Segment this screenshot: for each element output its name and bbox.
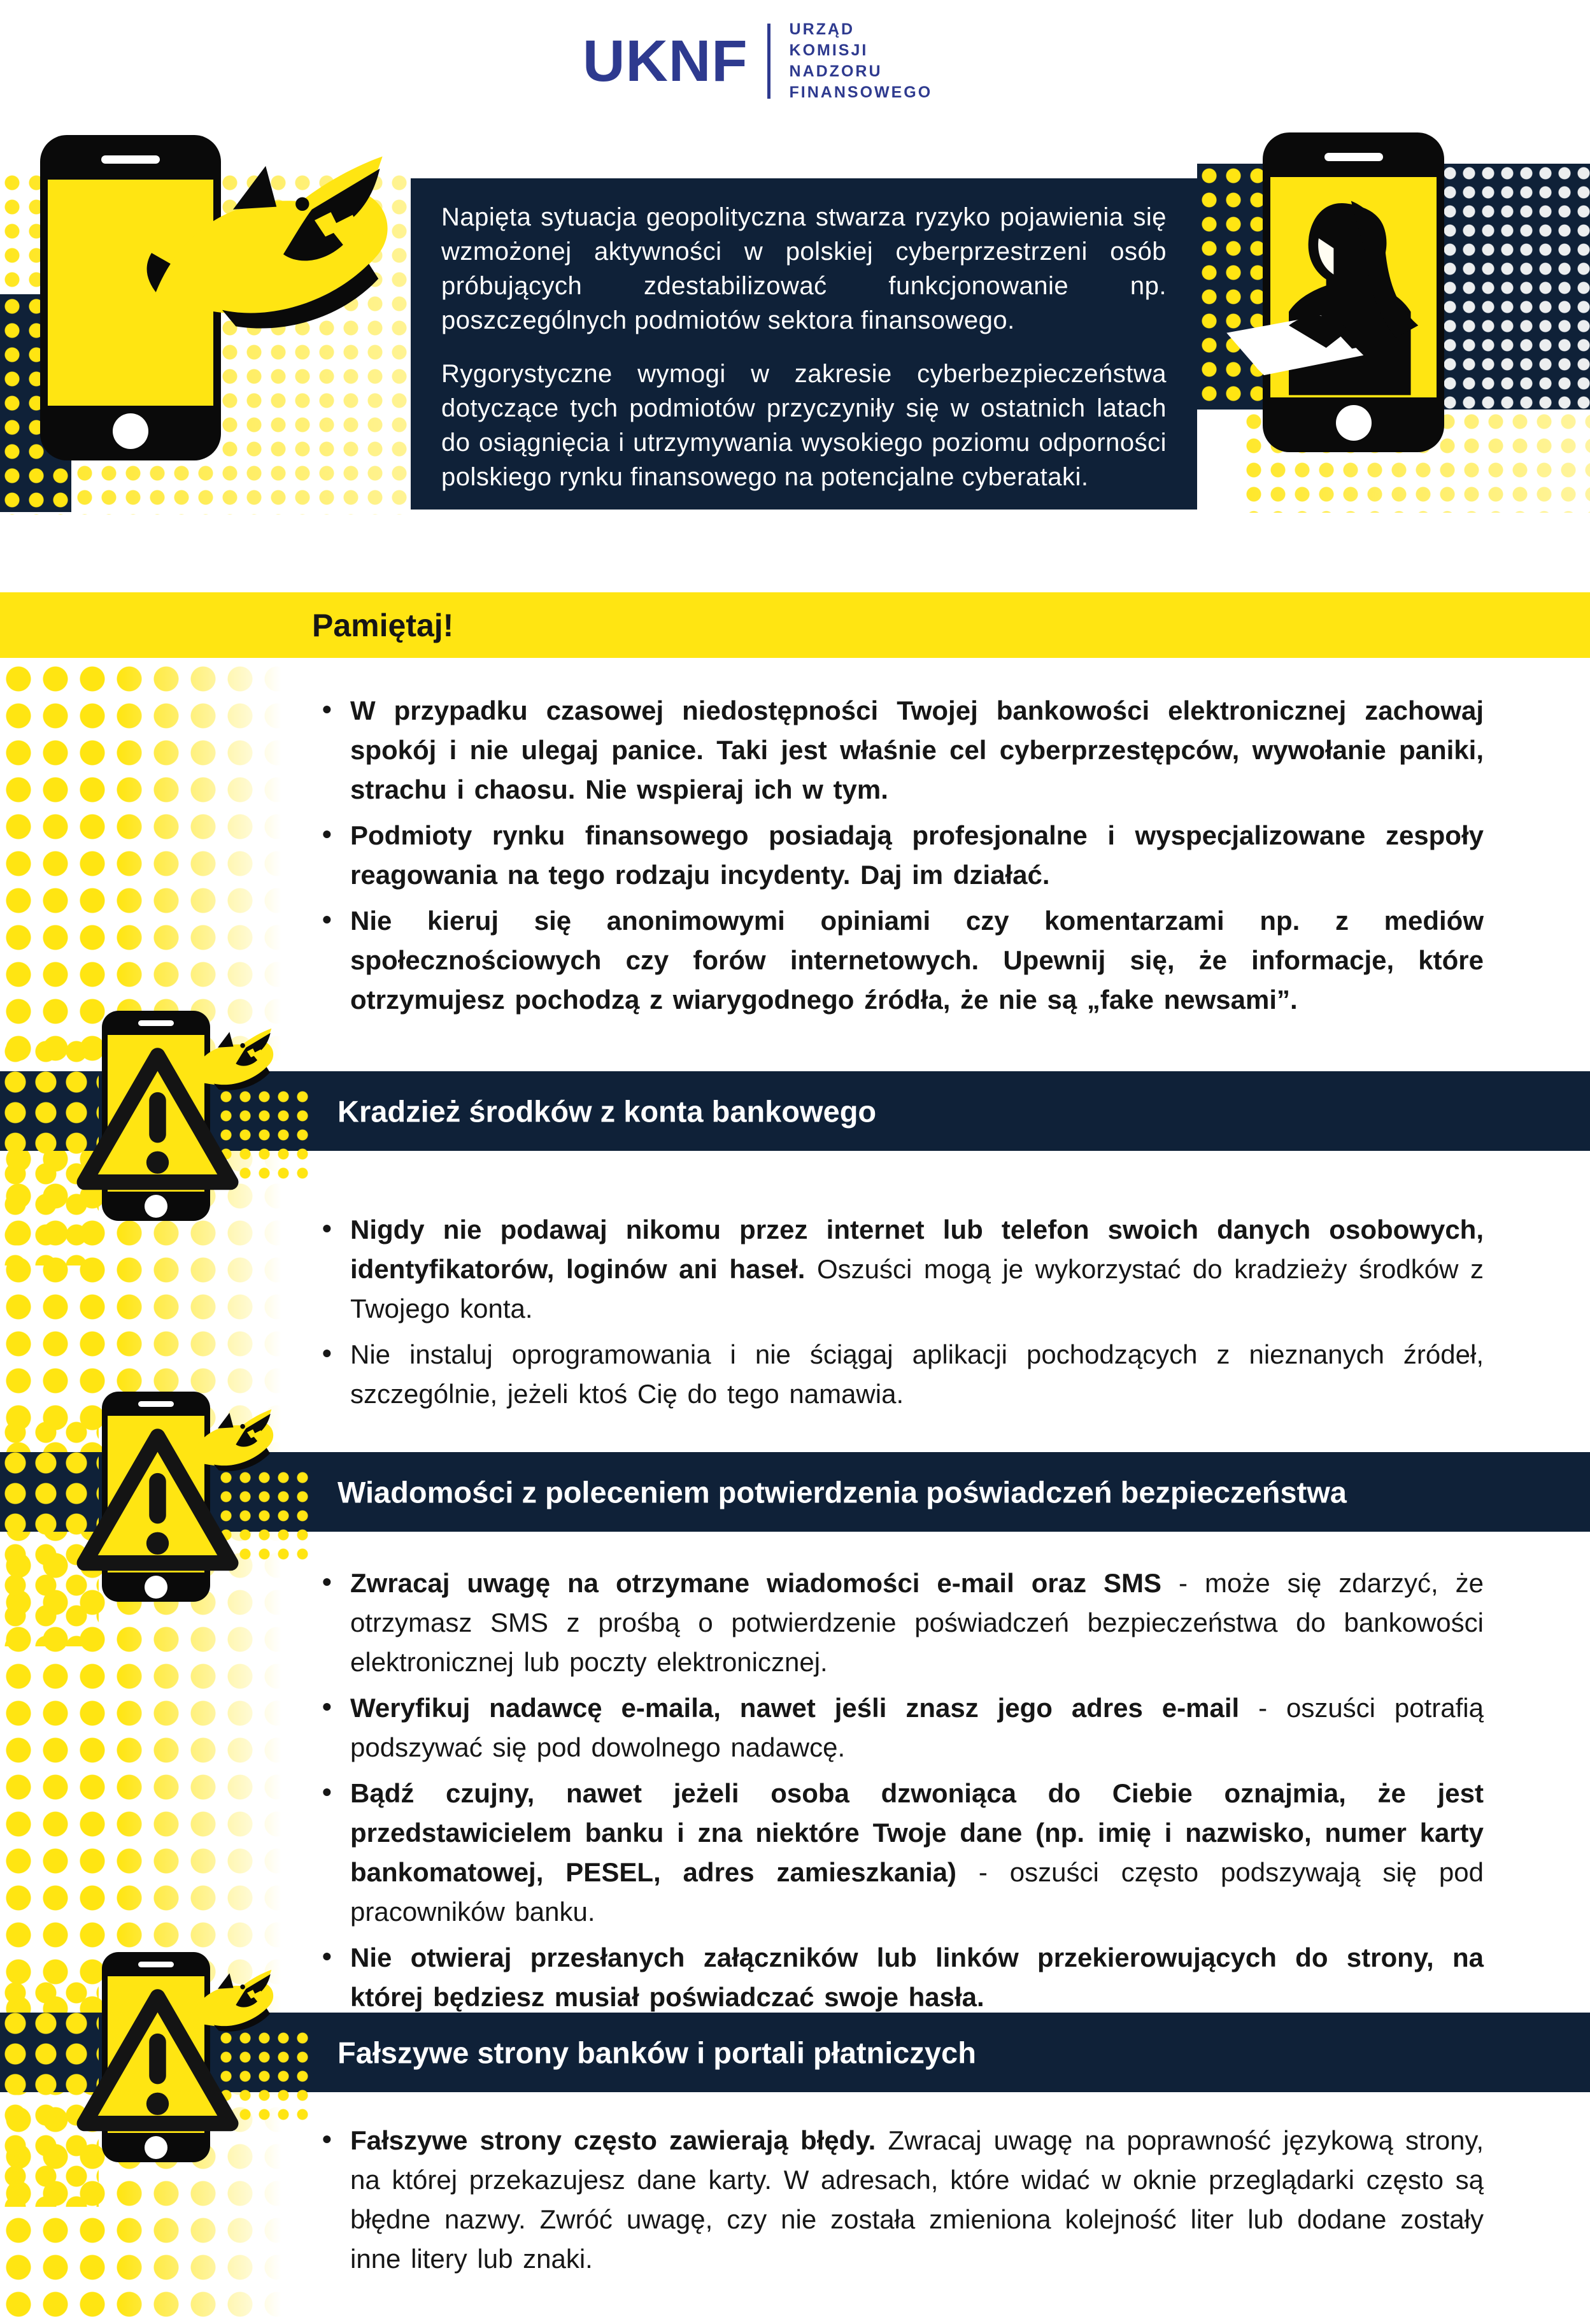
warning-graphic xyxy=(0,1392,312,1672)
section-title: Wiadomości z poleceniem potwierdzenia poświadczeń bezpieczeństwa xyxy=(337,1475,1347,1509)
warning-graphic xyxy=(0,1011,312,1291)
woman-laptop-icon xyxy=(1207,185,1480,436)
intro-paragraph-2: Rygorystyczne wymogi w zakresie cyberbezpieczeństwa dotyczące tych podmiotów przyczyniły się w ostatnich latach do osiągnięcia i utrzymywania wysokiego poziomu odporności polskiego rynku finansowego na potencjalne cyberataki. xyxy=(441,360,1167,491)
list-item: • Zwracaj uwagę na otrzymane wiadomości e-mail oraz SMS - może się zdarzyć, że otrzymasz SMS z prośbą o potwierdzenie poświadczeń bezpieczeństwa do bankowości elektronicznej lub poczty elektronicznej. xyxy=(318,1564,1484,1682)
list-item: • Nie otwieraj przesłanych załączników lub linków przekierowujących do strony, na której będziesz musiał poświadczać swoje hasła. xyxy=(318,1938,1484,2017)
list-item: • Bądź czujny, nawet jeżeli osoba dzwoniąca do Ciebie oznajmia, że jest przedstawicielem banku i zna niektóre Twoje dane (np. imię i nazwisko, numer karty bankomatowej, PESEL, adres zamieszkania) - oszuści często podszywają się pod pracowników banku. xyxy=(318,1774,1484,1932)
section-title: Fałszywe strony banków i portali płatniczych xyxy=(337,2035,976,2069)
phone-speaker xyxy=(138,1020,174,1026)
list-item: • Podmioty rynku finansowego posiadają profesjonalne i wyspecjalizowane zespoły reagowania na tego rodzaju incydenty. Daj im działać. xyxy=(318,816,1484,895)
intro-paragraph-1: Napięta sytuacja geopolityczna stwarza ryzyko pojawienia się wzmożonej aktywności w polskiej cyberprzestrzeni osób próbujących zdestabilizować funkcjonowanie np. poszczególnych podmiotów sektora finansowego. xyxy=(441,203,1167,334)
section-band-pamietaj xyxy=(0,592,1590,658)
warning-triangle-icon xyxy=(73,1425,242,1578)
falszywe-strony-list xyxy=(318,2121,1484,2285)
intro-panel xyxy=(411,178,1197,510)
phone-home-button xyxy=(145,1195,167,1218)
warning-graphic xyxy=(0,1952,312,2232)
warning-triangle-icon xyxy=(73,1044,242,1197)
shark-icon xyxy=(96,150,452,353)
pamietaj-list xyxy=(318,691,1484,1026)
list-item: • W przypadku czasowej niedostępności Twojej bankowości elektronicznej zachowaj spokój i nie ulegaj panice. Taki jest właśnie cel cyberprzestępców, wywołanie paniki, strachu i chaosu. Nie wspieraj ich w tym. xyxy=(318,691,1484,809)
logo-org-line: KOMISJI xyxy=(789,41,869,59)
warning-triangle-icon xyxy=(73,1985,242,2138)
list-item: • Fałszywe strony często zawierają błędy. Zwracaj uwagę na poprawność językową strony, na której przekazujesz dane karty. W adresach, które widać w oknie przeglądarki często są błędne nazwy. Zwróć uwagę, czy nie została zmieniona kolejność liter lub dodane zostały inne litery lub znaki. xyxy=(318,2121,1484,2279)
uknf-wordmark: UKNF xyxy=(583,29,748,94)
list-item: • Weryfikuj nadawcę e-maila, nawet jeśli znasz jego adres e-mail - oszuści potrafią podszywać się pod dowolnego nadawcę. xyxy=(318,1688,1484,1767)
list-item: • Nie kieruj się anonimowymi opiniami czy komentarzami np. z mediów społecznościowych czy forów internetowych. Upewnij się, że informacje, które otrzymujesz pochodzą z wiarygodnego źródła, że nie są „fake newsami”. xyxy=(318,901,1484,1020)
list-item: • Nigdy nie podawaj nikomu przez internet lub telefon swoich danych osobowych, identyfikatorów, loginów ani haseł. Oszuści mogą je wykorzystać do kradzieży środków z Twojego konta. xyxy=(318,1210,1484,1329)
phone-home-button xyxy=(145,2136,167,2159)
phone-speaker xyxy=(138,1401,174,1407)
phone-home-button xyxy=(145,1576,167,1599)
uknf-logo xyxy=(583,19,932,103)
logo-separator xyxy=(767,24,770,99)
section-title: Kradzież środków z konta bankowego xyxy=(337,1094,877,1128)
phone-home-button xyxy=(113,413,148,449)
wiadomosci-list xyxy=(318,1564,1484,2023)
kradziez-list xyxy=(318,1210,1484,1420)
logo-org-line: NADZORU xyxy=(789,62,883,80)
logo-org-line: FINANSOWEGO xyxy=(789,83,933,101)
phone-speaker xyxy=(1324,153,1383,161)
phone-speaker xyxy=(138,1962,174,1967)
logo-org-name xyxy=(790,19,933,103)
section-title: Pamiętaj! xyxy=(312,607,454,643)
list-item: • Nie instaluj oprogramowania i nie ściągaj aplikacji pochodzących z nieznanych źródeł, szczególnie, jeżeli ktoś Cię do tego namawia. xyxy=(318,1335,1484,1414)
logo-org-line: URZĄD xyxy=(789,20,855,38)
